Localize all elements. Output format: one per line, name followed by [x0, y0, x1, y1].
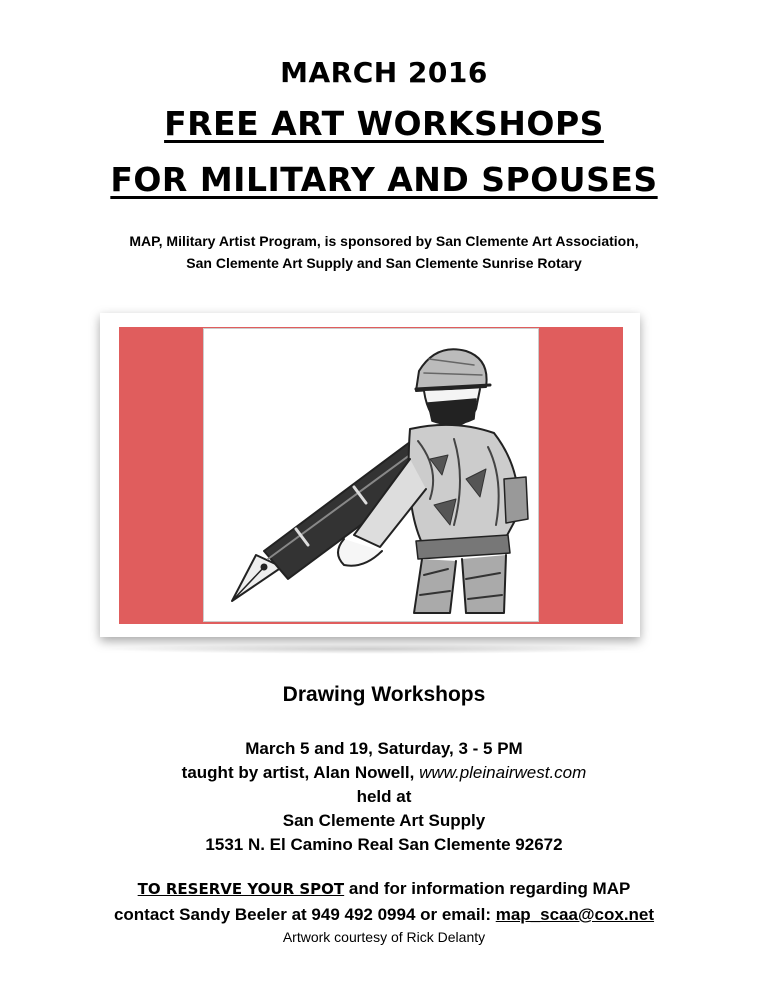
held-at-label: held at — [356, 787, 412, 806]
contact-email-link[interactable]: map_scaa@cox.net — [495, 905, 655, 924]
instructor-text: taught by artist, Alan Nowell, — [181, 763, 415, 782]
artwork-credit: Artwork courtesy of Rick Delanty — [282, 929, 486, 945]
instructor-line — [0, 761, 768, 785]
headline-line-1: FREE ART WORKSHOPS — [164, 104, 604, 143]
headline-line-2: FOR MILITARY AND SPOUSES — [110, 160, 658, 199]
sponsor-text — [0, 230, 768, 274]
workshop-details — [0, 737, 768, 857]
instructor-website-link[interactable]: www.pleinairwest.com — [419, 763, 587, 782]
artwork-frame — [100, 313, 640, 637]
contact-text: contact Sandy Beeler at 949 492 0994 or email: — [113, 905, 491, 924]
venue-address: 1531 N. El Camino Real San Clemente 92672 — [205, 835, 563, 854]
reserve-info-text: and for information regarding MAP — [348, 879, 631, 898]
reserve-spot-label: TO RESERVE YOUR SPOT — [137, 880, 345, 898]
workshop-title: Drawing Workshops — [282, 683, 486, 706]
soldier-illustration-icon — [204, 329, 538, 621]
contact-line — [0, 902, 768, 928]
workshop-dates: March 5 and 19, Saturday, 3 - 5 PM — [245, 739, 523, 758]
reserve-line — [0, 876, 768, 902]
sponsor-line-1: MAP, Military Artist Program, is sponsored by San Clemente Art Association, — [129, 233, 639, 249]
artwork-shadow — [100, 644, 640, 654]
reservation-info — [0, 876, 768, 928]
venue-name: San Clemente Art Supply — [282, 811, 486, 830]
sponsor-line-2: San Clemente Art Supply and San Clemente Sunrise Rotary — [186, 255, 582, 271]
soldier-pen-sketch — [204, 329, 538, 621]
event-month: MARCH 2016 — [280, 56, 488, 89]
